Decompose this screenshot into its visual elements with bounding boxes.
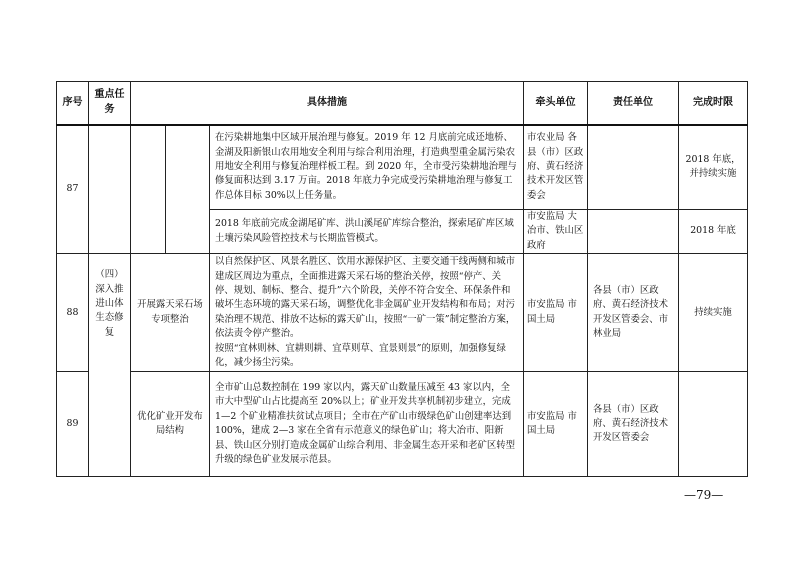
deadline-cell: 持续实施 [679, 254, 748, 372]
header-row [57, 82, 748, 125]
row-no: 89 [57, 372, 89, 477]
deadline-cell: 2018 年底 [679, 210, 748, 254]
header-deadline: 完成时限 [679, 82, 748, 125]
measure-cell: 在污染耕地集中区域开展治理与修复。2019 年 12 月底前完成还地桥、金湖及阳新银山农用地安全利用与综合利用治理，打造典型重金属污染农用地安全利用与修复治理样板工程。到 2020 年，全市受污染耕地治理与修复面积达到 3.17 万亩。2018 年底力争完成受污染耕地治理与修复工作总体目标 30%以上任务量。 [210, 125, 524, 210]
lead-cell: 市安监局 市国土局 [524, 254, 588, 372]
measure-paragraph: 以自然保护区、风景名胜区、饮用水源保护区、主要交通干线两侧和城市建成区周边为重点，全面推进露天采石场的整治关停，按照“停产、关停、规划、制标、整合、提升”六个阶段，关停不符合安全、环保条件和破坏生态环境的露天采石场，调整优化非金属矿业开发结构和布局；对污染治理不规范、排放不达标的露天矿山，按照“一矿一策”制定整治方案，依法责令停产整治。 [215, 256, 516, 340]
header-responsible: 责任单位 [588, 82, 679, 125]
deadline-cell: 2018 年底，并持续实施 [679, 125, 748, 210]
sub-task-cell: 开展露天采石场专项整治 [131, 254, 210, 372]
measure-paragraph: 按照“宜林则林、宜耕则耕、宜草则草、宜景则景”的原则，加强修复绿化，减少扬尘污染。 [215, 342, 506, 368]
lead-cell: 市安监局 大冶市、铁山区政府 [524, 210, 588, 254]
measure-cell: 2018 年底前完成金湖尾矿库、洪山溪尾矿库综合整治，探索尾矿库区域土壤污染风险管控技术与长期监管模式。 [210, 210, 524, 254]
lead-cell: 市农业局 各县（市）区政府、黄石经济技术开发区管委会 [524, 125, 588, 210]
sub-cell-empty-a [131, 125, 166, 254]
header-lead: 牵头单位 [524, 82, 588, 125]
task-cell-empty [89, 125, 131, 254]
responsible-cell: 各县（市）区政府、黄石经济技术开发区管委会、市林业局 [588, 254, 679, 372]
lead-cell: 市安监局 市国土局 [524, 372, 588, 477]
table-row-88 [57, 254, 748, 372]
table-row-89 [57, 372, 748, 477]
measure-cell: 全市矿山总数控制在 199 家以内，露天矿山数量压减至 43 家以内，全市大中型矿山占比提高至 20%以上；矿业开发共享机制初步建立，完成 1—2 个矿业精准扶贫试点项目；全市在产矿山市级绿色矿山创建率达到 100%，建成 2—3 家在全省有示范意义的绿色矿山；将大冶市、阳新县、铁山区分别打造成金属矿山综合利用、非金属生态开采和老矿区转型升级的绿色矿业发展示范县。 [210, 372, 524, 477]
header-measures: 具体措施 [131, 82, 524, 125]
deadline-cell-empty [679, 372, 748, 477]
responsible-cell-empty [588, 210, 679, 254]
sub-task-cell: 优化矿业开发布局结构 [131, 372, 210, 477]
sub-cell-empty-b [166, 125, 210, 254]
header-task: 重点任务 [89, 82, 131, 125]
measures-table [56, 81, 748, 477]
measure-cell [210, 254, 524, 372]
responsible-cell: 各县（市）区政府、黄石经济技术开发区管委会 [588, 372, 679, 477]
row-no: 88 [57, 254, 89, 372]
task-cell: （四）深入推进山体生态修复 [89, 254, 131, 477]
header-no: 序号 [57, 82, 89, 125]
responsible-cell-empty [588, 125, 679, 210]
table-row-87a [57, 125, 748, 210]
row-no: 87 [57, 125, 89, 254]
page-number: —79— [684, 488, 724, 502]
